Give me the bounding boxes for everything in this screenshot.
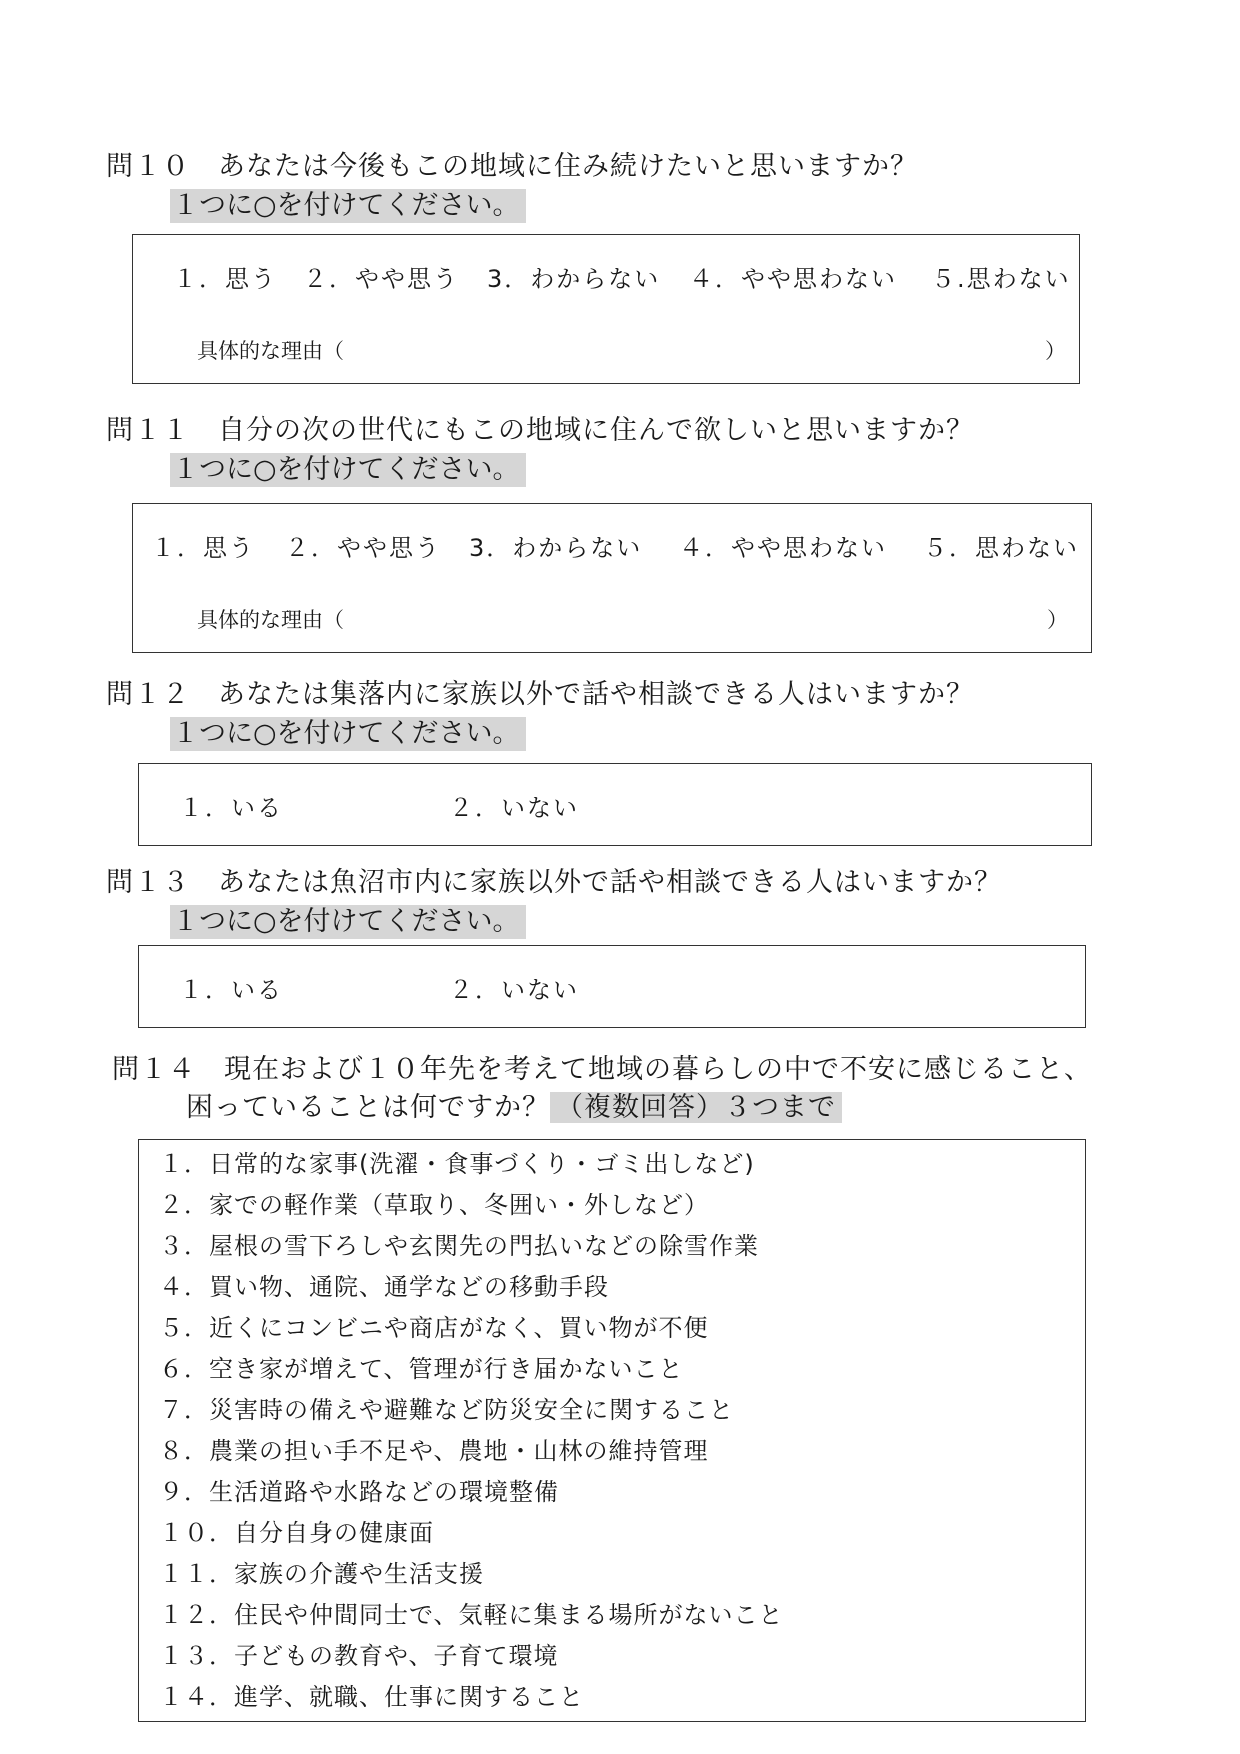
list-item[interactable]: ７．災害時の備えや避難など防災安全に関すること <box>159 1396 734 1424</box>
q14-title-line1: 問１４ 現在および１０年先を考えて地域の暮らしの中で不安に感じること、 <box>112 1054 1092 1085</box>
q13-option-1[interactable]: １．いる <box>179 976 283 1004</box>
q10-option-2[interactable]: ２．やや思う <box>303 265 459 293</box>
q11-reason-close: ） <box>1047 608 1068 632</box>
q13-title: 問１３ あなたは魚沼市内に家族以外で話や相談できる人はいますか？ <box>106 867 1002 898</box>
list-item[interactable]: ８．農業の担い手不足や、農地・山林の維持管理 <box>159 1437 709 1465</box>
list-item[interactable]: １．日常的な家事(洗濯・食事づくり・ゴミ出しなど) <box>159 1150 755 1178</box>
list-item[interactable]: ３．屋根の雪下ろしや玄関先の門払いなどの除雪作業 <box>159 1232 759 1260</box>
q14-title-line2: 困っていることは何ですか？ <box>186 1092 550 1123</box>
q10-option-3[interactable]: 3．わからない <box>487 265 661 293</box>
q10-instruction: １つに○を付けてください。 <box>170 189 526 223</box>
q10-title: 問１０ あなたは今後もこの地域に住み続けたいと思いますか？ <box>106 151 918 182</box>
q11-instruction: １つに○を付けてください。 <box>170 453 526 487</box>
q12-title: 問１２ あなたは集落内に家族以外で話や相談できる人はいますか？ <box>106 679 974 710</box>
q13-option-2[interactable]: ２．いない <box>449 976 579 1004</box>
q12-option-2[interactable]: ２．いない <box>449 794 579 822</box>
q10-reason-label: 具体的な理由（ <box>197 339 344 363</box>
q12-instruction: １つに○を付けてください。 <box>170 717 526 751</box>
q11-option-2[interactable]: ２．やや思う <box>285 534 441 562</box>
list-item[interactable]: １３．子どもの教育や、子育て環境 <box>159 1642 559 1670</box>
list-item[interactable]: ２．家での軽作業（草取り、冬囲い・外しなど） <box>159 1191 709 1219</box>
list-item[interactable]: ５．近くにコンビニや商店がなく、買い物が不便 <box>159 1314 709 1342</box>
list-item[interactable]: １０．自分自身の健康面 <box>159 1519 434 1547</box>
q14-title-line2-row <box>186 1091 842 1125</box>
list-item[interactable]: ６．空き家が増えて、管理が行き届かないこと <box>159 1355 684 1383</box>
q13-answer-box <box>138 945 1086 1028</box>
q12-option-1[interactable]: １．いる <box>179 794 283 822</box>
q14-instruction: （複数回答）３つまで <box>550 1092 842 1123</box>
q10-answer-box <box>132 234 1080 384</box>
q11-option-3[interactable]: 3．わからない <box>469 534 643 562</box>
list-item[interactable]: １１．家族の介護や生活支援 <box>159 1560 484 1588</box>
list-item[interactable]: ４．買い物、通院、通学などの移動手段 <box>159 1273 609 1301</box>
list-item[interactable]: １４．進学、就職、仕事に関すること <box>159 1683 584 1711</box>
q11-option-4[interactable]: ４．やや思わない <box>679 534 887 562</box>
q11-answer-box <box>132 503 1092 653</box>
q10-option-1[interactable]: １．思う <box>173 265 277 293</box>
q13-instruction: １つに○を付けてください。 <box>170 905 526 939</box>
q11-option-5[interactable]: ５．思わない <box>923 534 1079 562</box>
q10-option-5[interactable]: ５.思わない <box>931 265 1071 293</box>
list-item[interactable]: １２．住民や仲間同士で、気軽に集まる場所がないこと <box>159 1601 784 1629</box>
q10-reason-close: ） <box>1045 339 1066 363</box>
list-item[interactable]: ９．生活道路や水路などの環境整備 <box>159 1478 559 1506</box>
q11-reason-label: 具体的な理由（ <box>197 608 344 632</box>
q14-answer-box <box>138 1139 1086 1722</box>
q12-answer-box <box>138 763 1092 846</box>
q14-item-list <box>159 1144 784 1718</box>
q10-option-4[interactable]: ４．やや思わない <box>689 265 897 293</box>
q11-option-1[interactable]: １．思う <box>151 534 255 562</box>
q11-title: 問１１ 自分の次の世代にもこの地域に住んで欲しいと思いますか？ <box>106 415 974 446</box>
